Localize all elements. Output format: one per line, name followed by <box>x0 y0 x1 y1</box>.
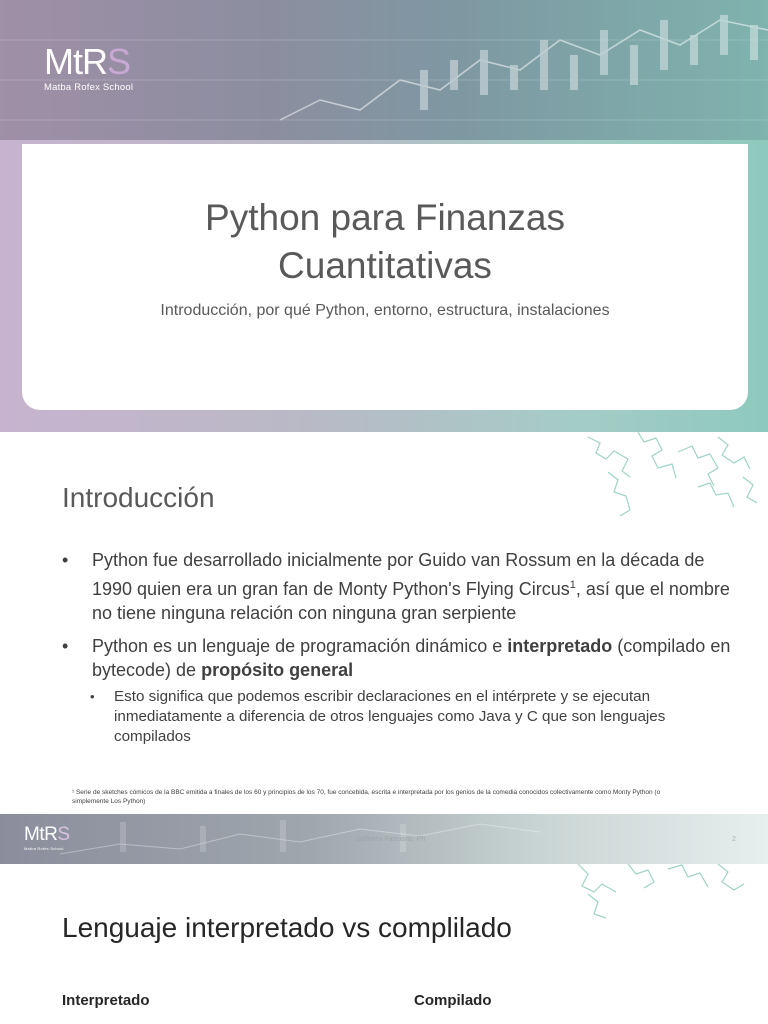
slide-title: Python para Finanzas Cuantitativas <box>205 197 565 286</box>
section-heading: Introducción <box>62 482 215 513</box>
page-number: 2 <box>732 836 736 843</box>
section-heading: Lenguaje interpretado vs complilado <box>62 912 512 943</box>
bullet-icon: • <box>62 550 69 570</box>
footnote: ¹ Serie de sketches cómicos de la BBC emitida a finales de los 60 y principios de los 70, fue concebida, escrita e interpretada por los genios de la comedia conocidos colectivamente como Monty Python (o simplemente Los Python) <box>72 789 661 805</box>
bullet-list <box>62 548 742 755</box>
puzzle-pattern-decoration <box>568 864 768 964</box>
footer-author: Gabriela Facciano, Ph <box>356 836 426 843</box>
title-card <box>22 144 748 410</box>
column-header-compilado: Compilado <box>414 992 492 1009</box>
bullet-icon: • <box>62 635 69 656</box>
slide-subtitle: Introducción, por qué Python, entorno, estructura, instalaciones <box>160 302 610 319</box>
mtrs-logo: MtRS Matba Rofex School <box>44 41 134 93</box>
column-header-interpretado: Interpretado <box>62 992 150 1009</box>
bullet-icon: • <box>90 688 95 704</box>
sub-list-item: • Esto significa que podemos escribir declaraciones en el intérprete y se ejecutan inmediatamente a diferencia de otros lenguajes como Java y C que son lenguajes compilados <box>90 687 666 745</box>
puzzle-pattern-decoration <box>568 432 768 532</box>
intro-slide <box>0 432 768 864</box>
comparison-slide <box>0 864 768 1024</box>
slide-footer <box>0 814 768 864</box>
list-item: • Python fue desarrollado inicialmente por Guido van Rossum en la década de 1990 quien era un gran fan de Monty Python's Flying Circus$^1$, así que el nombre no tiene ninguna relación con ninguna gran serpiente <box>62 550 730 623</box>
list-item: • Python es un lenguaje de programación dinámico e interpretado (compilado en bytecode) de propósito general • Esto significa que podemos escribir declaraciones en el intérprete y se ejecutan inmediatamente a diferencia de otros lenguajes como Java y C que son lenguajes compilados <box>62 634 742 747</box>
footer-logo: MtRS Matba Rofex School <box>24 824 70 851</box>
title-slide <box>0 0 768 432</box>
